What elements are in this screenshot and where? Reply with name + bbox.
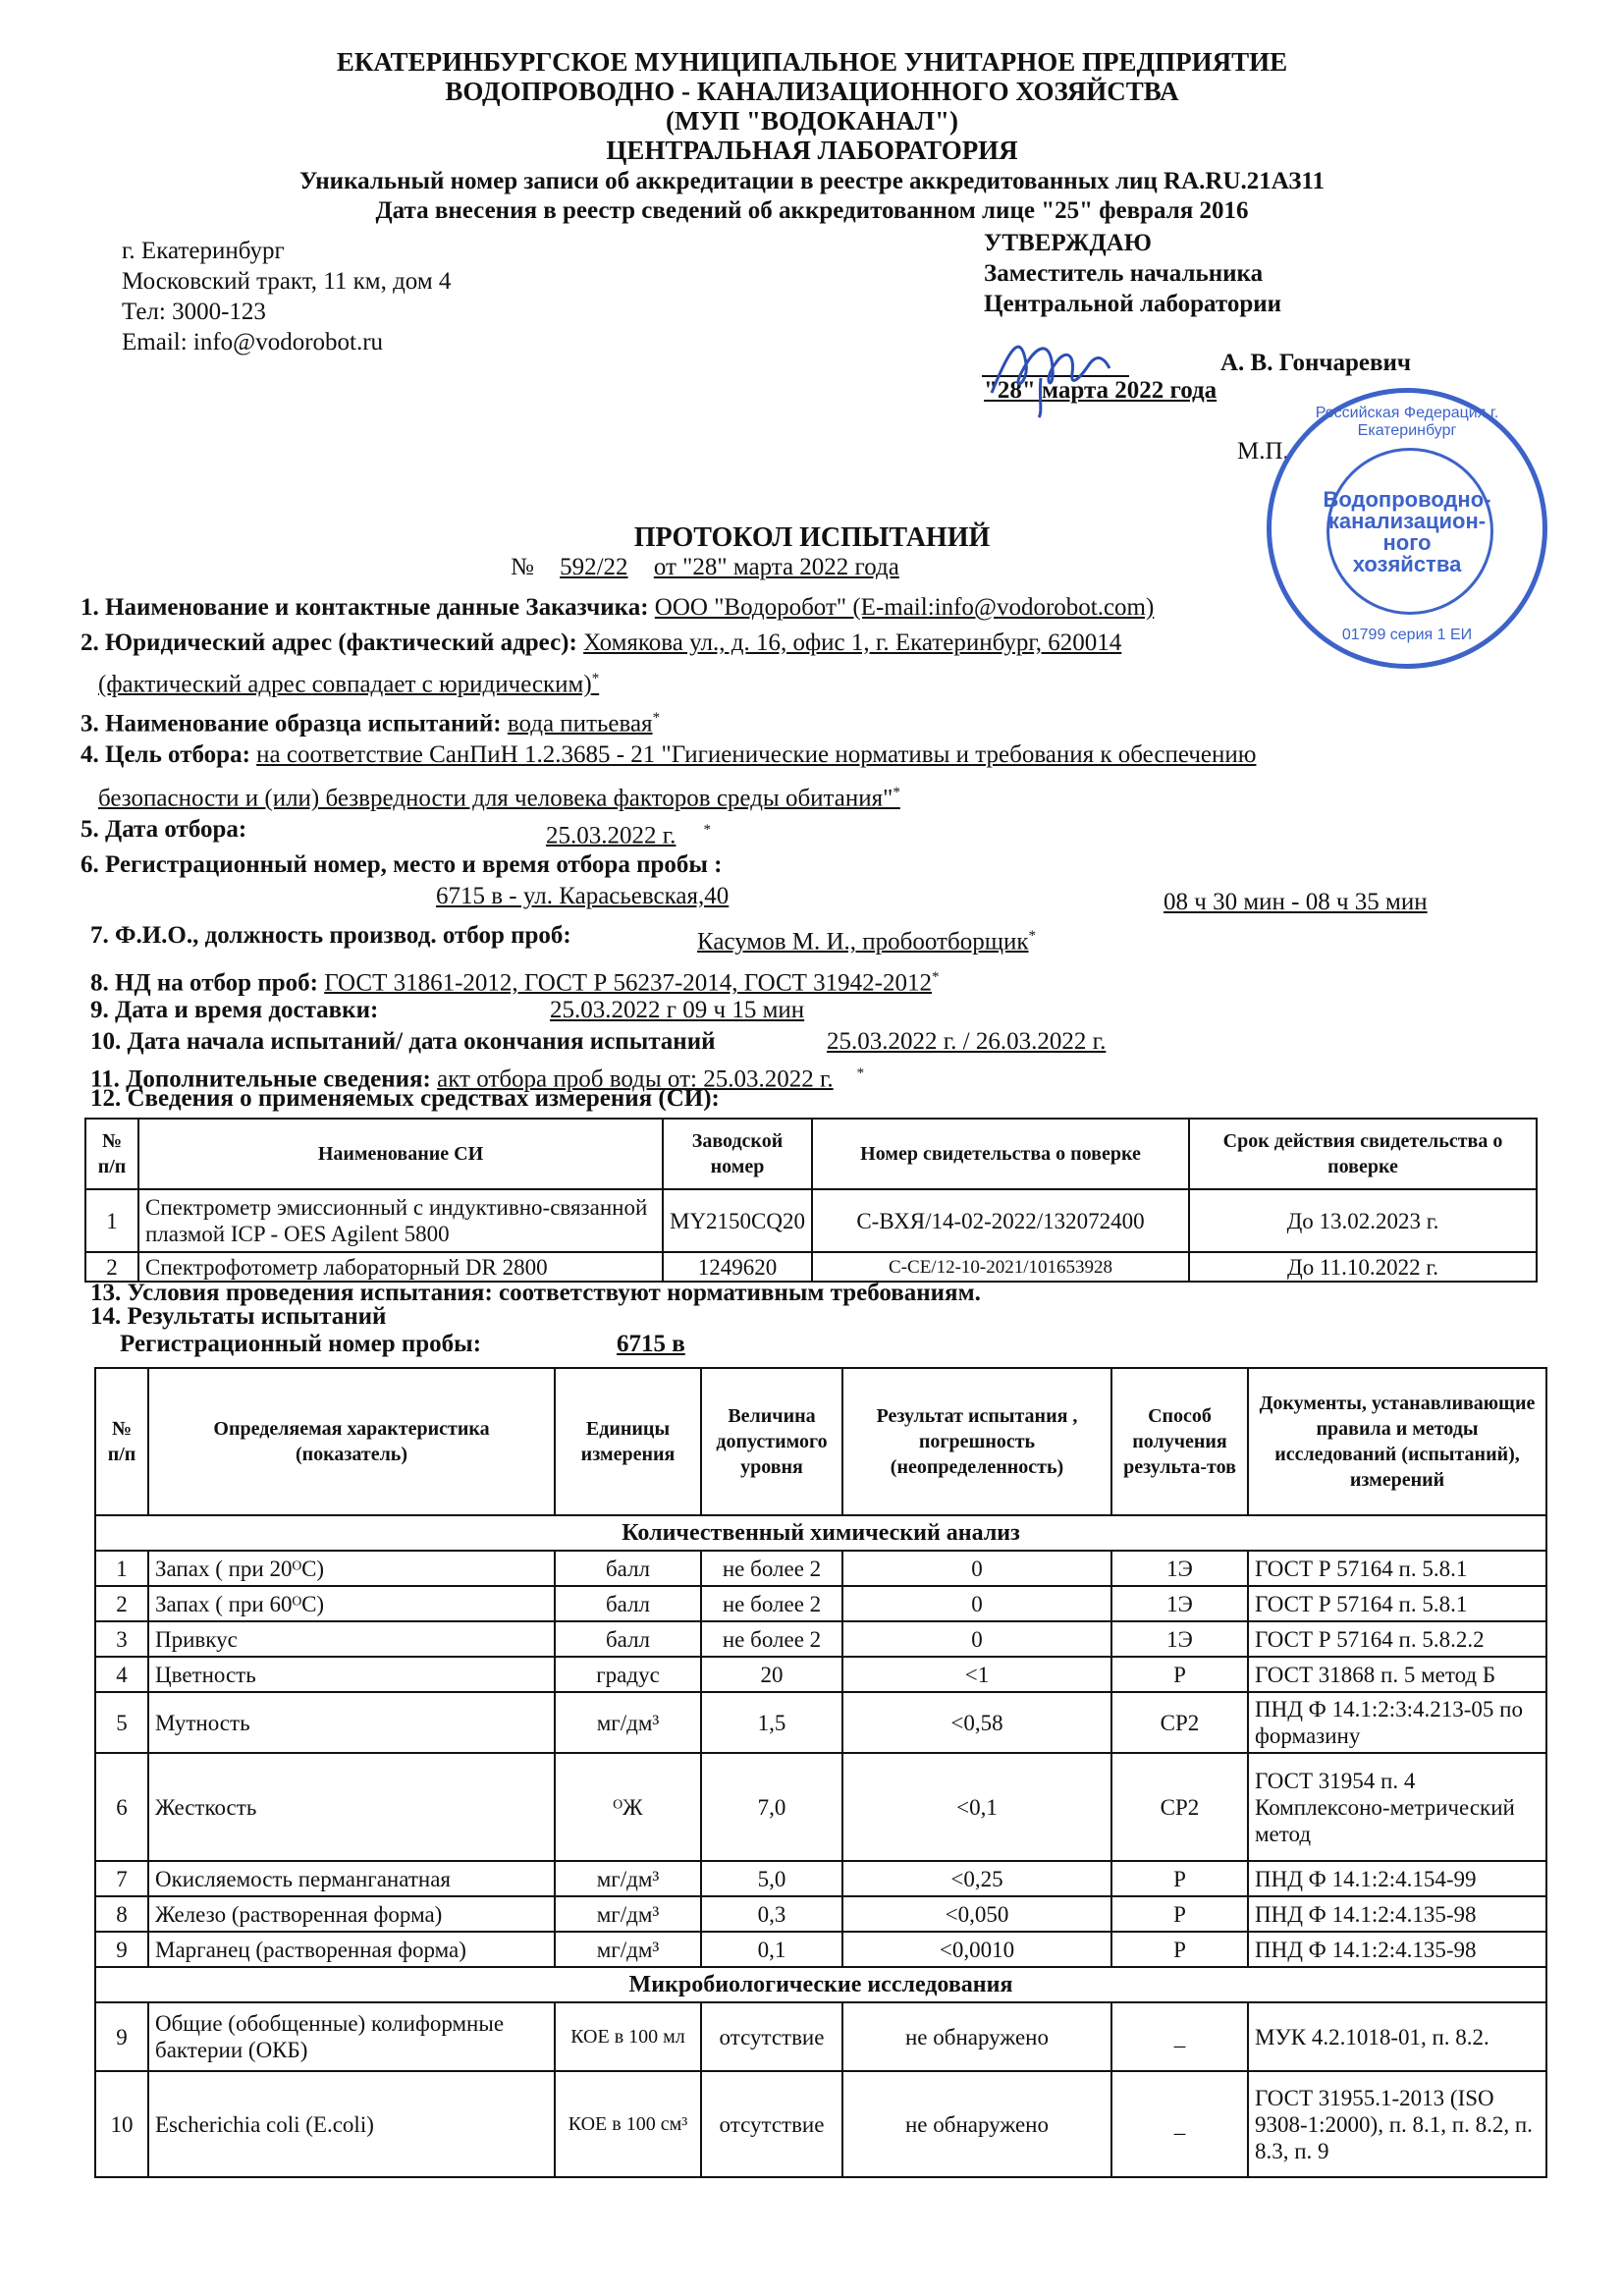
address-street: Московский тракт, 11 км, дом 4 [122,268,452,295]
item-4-cont: безопасности и (или) безвредности для человека факторов среды обитания"* [98,785,900,812]
item-6-value: 6715 в - ул. Карасьевская,40 [436,883,730,909]
address-email: Email: info@vodorobot.ru [122,329,384,355]
address-city: г. Екатеринбург [122,238,285,264]
item-9: 9. Дата и время доставки: [90,997,379,1023]
approval-title: УТВЕРЖДАЮ [984,230,1152,256]
item-11: 11. Дополнительные сведения: акт отбора проб воды от: 25.03.2022 г. * [90,1066,865,1093]
table-row: 7 Окисляемость перманганатная мг/дм³ 5,0 <0,25 Р ПНД Ф 14.1:2:4.154-99 [95,1861,1546,1896]
item-10-value: 25.03.2022 г. / 26.03.2022 г. [827,1028,1107,1055]
approval-block [984,228,1281,319]
item-7-value: Касумов М. И., пробоотборщик* [697,928,1036,956]
item-4: 4. Цель отбора: на соответствие СанПиН 1.2.3685 - 21 "Гигиенические нормативы и требования к обеспечению [81,741,1257,768]
item-13: 13. Условия проведения испытания: соответствуют нормативным требованиям. [90,1280,981,1306]
table-row: 8 Железо (растворенная форма) мг/дм³ 0,3 <0,050 Р ПНД Ф 14.1:2:4.135-98 [95,1896,1546,1932]
approval-position-1: Заместитель начальника [984,260,1264,287]
approval-position-2: Центральной лаборатории [984,291,1282,317]
seal-ring-text: Российская Федерация г. Екатеринбург [1315,405,1499,439]
reg-number-line: Регистрационный номер пробы: 6715 в [120,1331,685,1357]
table-row: 9 Марганец (растворенная форма) мг/дм³ 0,1 <0,0010 Р ПНД Ф 14.1:2:4.135-98 [95,1932,1546,1967]
item-2-note: (фактический адрес совпадает с юридическим)* [98,671,600,698]
table-row: 9 Общие (обобщенные) колиформные бактерии (ОКБ) КОЕ в 100 мл отсутствие не обнаружено _ МУК 4.2.1018-01, п. 8.2. [95,2002,1546,2071]
section-chemical: Количественный химический анализ [95,1515,1546,1551]
table-row: 1 Спектрометр эмиссионный с индуктивно-связанной плазмой ICP - OES Agilent 5800 MY2150CQ20 С-ВХЯ/14-02-2022/132072400 До 13.02.2023 г. [85,1189,1537,1252]
section-microbiology: Микробиологические исследования [95,1967,1546,2002]
protocol-number-line [511,554,899,581]
item-10: 10. Дата начала испытаний/ дата окончания испытаний [90,1028,716,1055]
item-5: 5. Дата отбора: [81,816,247,843]
number-label: № [511,554,534,580]
seal-center-text: Водопроводно- канализацион- ного хозяйства [1323,487,1491,576]
item-12: 12. Сведения о применяемых средствах измерения (СИ): [90,1085,720,1112]
item-8: 8. НД на отбор проб: ГОСТ 31861-2012, ГОСТ Р 56237-2014, ГОСТ 31942-2012* [90,969,940,997]
table-row: 2 Спектрофотометр лабораторный DR 2800 1249620 С-СЕ/12-10-2021/101653928 До 11.10.2022 г. [85,1252,1537,1282]
item-3: 3. Наименование образца испытаний: вода питьевая* [81,710,661,738]
org-name-line3: (МУП "ВОДОКАНАЛ") [666,106,958,136]
signature-icon [982,324,1129,422]
table-row: 5 Мутность мг/дм³ 1,5 <0,58 СР2 ПНД Ф 14.1:2:3:4.213-05 по формазину [95,1692,1546,1753]
table-row: 1 Запах ( при 20ᴼС) балл не более 2 0 1Э ГОСТ Р 57164 п. 5.8.1 [95,1551,1546,1586]
item-7: 7. Ф.И.О., должность производ. отбор проб: [90,922,571,949]
lab-name: ЦЕНТРАЛЬНАЯ ЛАБОРАТОРИЯ [606,136,1018,165]
item-6-time: 08 ч 30 мин - 08 ч 35 мин [1164,889,1428,915]
accreditation-number: Уникальный номер записи об аккредитации в реестре аккредитованных лиц RA.RU.21АЗ11 [298,168,1326,194]
results-table: № п/п Определяемая характеристика (показатель) Единицы измерения Величина допустимого уровня Результат испытания , погрешность (неопределенность) Способ получения результа-тов Документы, устанавливающие правила и методы исследований (испытаний), измерений Количественный химический анализ 1 Запах ( при 20ᴼС) балл не более 2 0 1Э ГОСТ Р 57164 п. 5.8.1 2 Запах ( при 60ᴼС) балл не более 2 0 1Э ГОСТ Р 57164 п. 5.8.1 3 Привкус балл не более 2 0 1Э ГОСТ Р 57164 п. 5.8.2.2 4 Цветность градус 20 <1 Р ГОСТ 31868 п. 5 метод Б 5 Мутность мг/дм³ 1,5 <0,58 СР2 ПНД Ф 14.1:2:3:4.213-05 по формазину 6 Жесткость ᴼЖ 7,0 <0,1 СР2 ГОСТ 31954 п. 4 Комплексоно-метрический метод 7 Окисляемость перманганатная мг/дм³ 5,0 <0,25 Р ПНД Ф 14.1:2:4.154-99 8 Железо (растворенная форма) мг/дм³ 0,3 <0,050 Р ПНД Ф 14.1:2:4.135-98 9 Марганец (растворенная форма) мг/дм³ 0,1 <0,0010 Р ПНД Ф 14.1:2:4.135-98 Микробиологические исследования 9 Общие (обобщенные) колиформные бактерии (ОКБ) КОЕ в 100 мл отсутствие не обнаружено _ МУК 4.2.1018-01, п. 8.2. 10 Escherichia coli (E.coli) КОЕ в 100 см³ отсутствие не обнаружено _ ГОСТ 31955.1-2013 (ISO 9308-1:2000), п. 8.1, п. 8.2, п. 8.3, п. 9 [94,1367,1547,2178]
accreditation-date: Дата внесения в реестр сведений об аккредитованном лице "25" февраля 2016 [375,197,1249,224]
protocol-date: от "28" марта 2022 года [653,554,899,580]
item-1: 1. Наименование и контактные данные Заказчика: ООО "Водоробот" (E-mail:info@vodorobot.com) [81,594,1155,621]
org-name-line1: ЕКАТЕРИНБУРГСКОЕ МУНИЦИПАЛЬНОЕ УНИТАРНОЕ ПРЕДПРИЯТИЕ [336,47,1288,77]
protocol-number: 592/22 [560,554,628,580]
approver-name: А. В. Гончаревич [1220,350,1411,376]
measurement-instruments-table: № п/п Наименование СИ Заводской номер Номер свидетельства о поверке Срок действия свидетельства о поверке 1 Спектрометр эмиссионный с индуктивно-связанной плазмой ICP - OES Agilent 5800 MY2150CQ20 С-ВХЯ/14-02-2022/132072400 До 13.02.2023 г. 2 Спектрофотометр лабораторный DR 2800 1249620 С-СЕ/12-10-2021/101653928 До 11.10.2022 г. [84,1118,1538,1283]
lab-address [122,236,451,357]
address-phone: Тел: 3000-123 [122,299,266,325]
item-9-value: 25.03.2022 г 09 ч 15 мин [550,997,805,1023]
seal-place-label: М.П. [1237,438,1289,465]
org-name-line2: ВОДОПРОВОДНО - КАНАЛИЗАЦИОННОГО ХОЗЯЙСТВА [445,77,1179,106]
table-row: 2 Запах ( при 60ᴼС) балл не более 2 0 1Э ГОСТ Р 57164 п. 5.8.1 [95,1586,1546,1621]
table-row: 3 Привкус балл не более 2 0 1Э ГОСТ Р 57164 п. 5.8.2.2 [95,1621,1546,1657]
protocol-title: ПРОТОКОЛ ИСПЫТАНИЙ [633,522,991,553]
table-row: 10 Escherichia coli (E.coli) КОЕ в 100 см³ отсутствие не обнаружено _ ГОСТ 31955.1-2013 (ISO 9308-1:2000), п. 8.1, п. 8.2, п. 8.3, п. 9 [95,2071,1546,2177]
item-2: 2. Юридический адрес (фактический адрес): Хомякова ул., д. 16, офис 1, г. Екатеринбург, 620014 [81,629,1122,656]
table-row: 4 Цветность градус 20 <1 Р ГОСТ 31868 п. 5 метод Б [95,1657,1546,1692]
seal-bottom-text: 01799 серия 1 ЕИ [1341,627,1473,643]
item-5-value: 25.03.2022 г. * [546,822,711,849]
approval-date: "28" марта 2022 года [984,377,1218,404]
item-14: 14. Результаты испытаний [90,1303,387,1330]
item-6: 6. Регистрационный номер, место и время отбора пробы : [81,851,723,878]
table-row: 6 Жесткость ᴼЖ 7,0 <0,1 СР2 ГОСТ 31954 п. 4 Комплексоно-метрический метод [95,1753,1546,1861]
